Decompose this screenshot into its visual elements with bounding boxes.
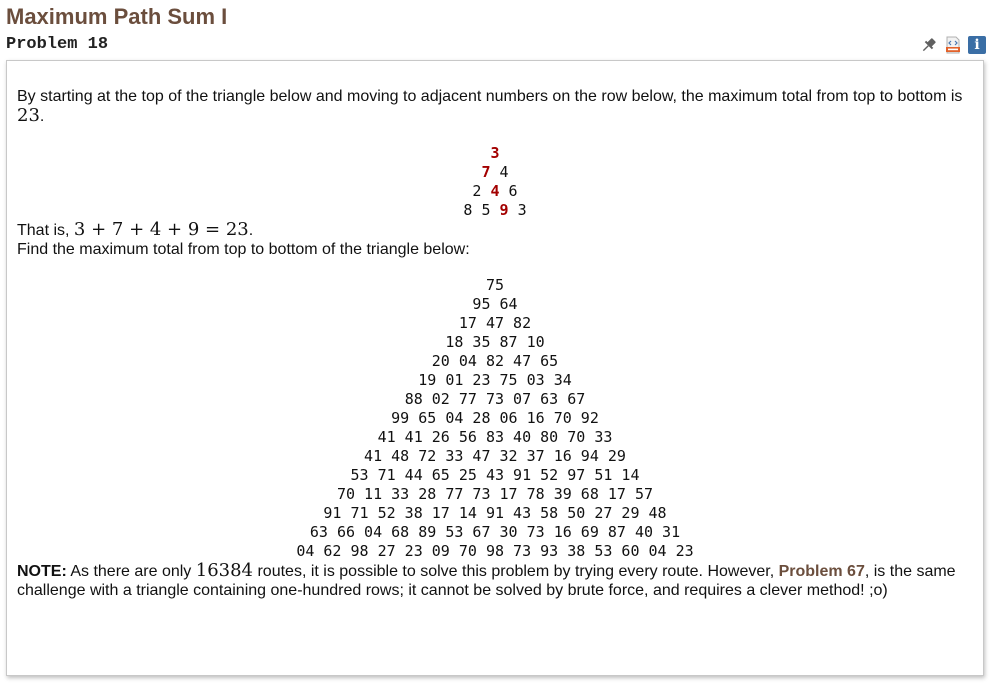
example-triangle-row: [17, 201, 973, 220]
page-title: Maximum Path Sum I: [6, 4, 228, 29]
path-number: 9: [499, 201, 509, 219]
triangle-row: 95 64: [472, 295, 518, 313]
path-number: 4: [490, 182, 500, 200]
problem-triangle: [17, 276, 973, 561]
info-icon[interactable]: [967, 35, 987, 55]
triangle-row: 99 65 04 28 06 16 70 92: [391, 409, 599, 427]
example-triangle-row: [17, 144, 973, 163]
note-paragraph: [17, 561, 973, 600]
triangle-row: 17 47 82: [458, 314, 532, 332]
intro-total: 23: [17, 105, 40, 126]
problem-number: Problem 18: [6, 35, 109, 54]
triangle-number: 2: [472, 182, 482, 200]
example-triangle: [17, 144, 973, 220]
triangle-row: 75: [485, 276, 505, 294]
note-text-3: , is the same challenge with a triangle containing one-hundred rows; it cannot be solved by brute force, and requires a clever method! ;o): [17, 563, 956, 599]
note-text-1: As there are only: [70, 563, 192, 580]
note-text-2: routes, it is possible to solve this problem by trying every route. However,: [257, 563, 775, 580]
find-paragraph: Find the maximum total from top to bottom of the triangle below:: [17, 241, 470, 258]
triangle-row: 04 62 98 27 23 09 70 98 73 93 38 53 60 04 23: [296, 542, 694, 560]
pin-icon[interactable]: [919, 35, 939, 55]
that-is-paragraph: That is, 3 + 7 + 4 + 9 = 23.: [17, 219, 254, 240]
triangle-row: 88 02 77 73 07 63 67: [404, 390, 586, 408]
intro-text: By starting at the top of the triangle below and moving to adjacent numbers on the row below, the maximum total from top to bottom is: [17, 88, 963, 105]
problem-toolbar: [919, 35, 987, 55]
path-number: 7: [481, 163, 491, 181]
triangle-number: 3: [517, 201, 527, 219]
triangle-number: 4: [499, 163, 509, 181]
triangle-row: 91 71 52 38 17 14 91 43 58 50 27 29 48: [323, 504, 667, 522]
triangle-number: 6: [508, 182, 518, 200]
triangle-row: 53 71 44 65 25 43 91 52 97 51 14: [350, 466, 640, 484]
triangle-row: 19 01 23 75 03 34: [418, 371, 572, 389]
triangle-row: 20 04 82 47 65: [431, 352, 559, 370]
triangle-row: 41 48 72 33 47 32 37 16 94 29: [364, 447, 626, 465]
html-icon[interactable]: [943, 35, 963, 55]
path-number: 3: [490, 144, 500, 162]
example-triangle-row: [17, 182, 973, 201]
triangle-row: 41 41 26 56 83 40 80 70 33: [377, 428, 613, 446]
note-label: NOTE:: [17, 563, 67, 580]
that-is-label: That is,: [17, 222, 70, 239]
example-triangle-row: [17, 163, 973, 182]
triangle-number: 8: [463, 201, 473, 219]
problem-67-link[interactable]: Problem 67: [778, 563, 865, 580]
triangle-row: 63 66 04 68 89 53 67 30 73 16 69 87 40 31: [309, 523, 681, 541]
triangle-number: 5: [481, 201, 491, 219]
problem-content: [6, 60, 984, 676]
info-glyph: i: [968, 36, 986, 54]
triangle-row: 18 35 87 10: [445, 333, 545, 351]
triangle-row: 70 11 33 28 77 73 17 78 39 68 17 57: [336, 485, 654, 503]
note-routes: 16384: [195, 560, 254, 581]
that-is-equation: 3 + 7 + 4 + 9 = 23: [73, 219, 249, 240]
intro-paragraph: By starting at the top of the triangle below and moving to adjacent numbers on the row below, the maximum total from top to bottom is 23.: [17, 88, 963, 126]
